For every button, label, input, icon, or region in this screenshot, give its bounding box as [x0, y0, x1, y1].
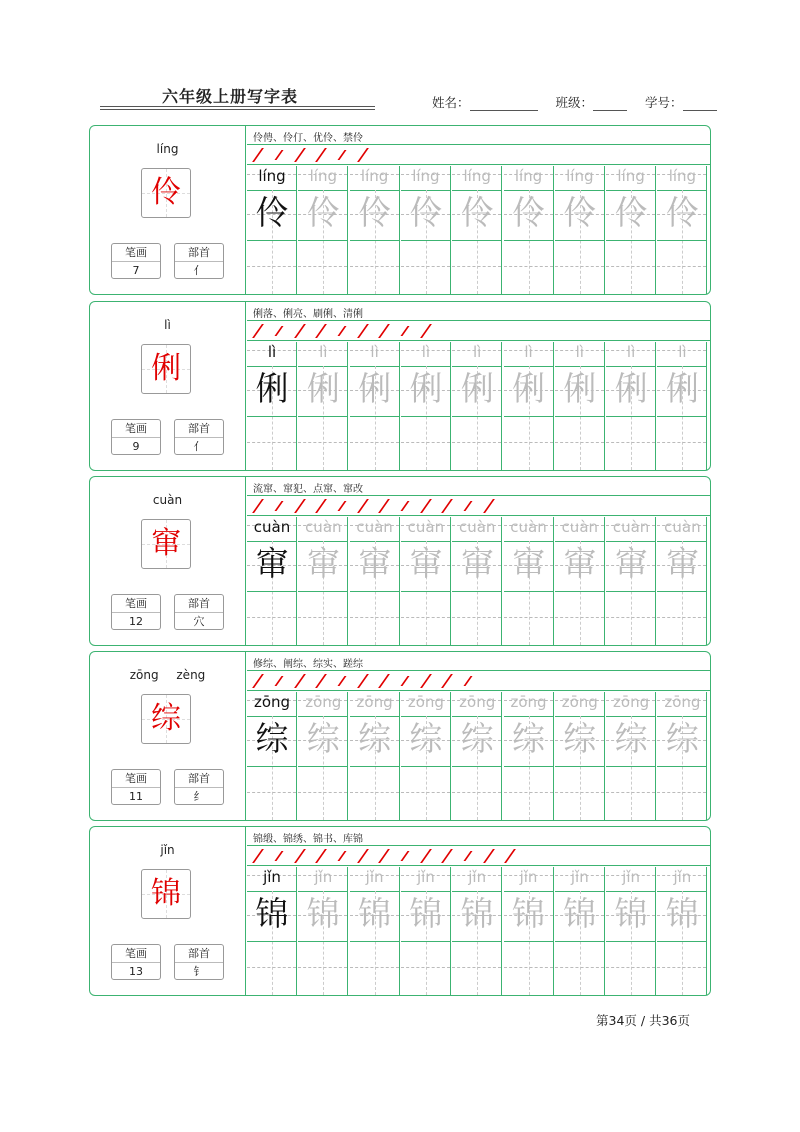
example-words: 修综、阐综、综实、蹉综: [253, 659, 363, 670]
cell-pinyin: cuàn: [407, 518, 445, 536]
character-pinyin: jǐn: [160, 843, 175, 857]
stroke-order: [253, 673, 484, 688]
cell-pinyin: zōng: [613, 693, 650, 711]
character-display-box: [141, 519, 191, 569]
title-underline: [100, 106, 375, 107]
radical-label: 部首: [175, 595, 223, 613]
cell-character: 综: [563, 719, 597, 758]
cell-pinyin: jǐn: [622, 868, 641, 886]
stroke-count-label: 笔画: [112, 770, 160, 788]
character-pinyin: cuàn: [152, 493, 183, 507]
cell-pinyin: zōng: [356, 693, 393, 711]
practice-panel: [247, 827, 710, 995]
stroke-step-mark: [400, 851, 424, 861]
character-info-panel: [90, 652, 246, 820]
character-glyph: 综: [151, 701, 181, 736]
example-words: 锦缎、锦绣、锦书、库锦: [253, 834, 363, 845]
practice-cell[interactable]: [555, 166, 605, 294]
radical-label: 部首: [175, 945, 223, 963]
cell-pinyin: zōng: [561, 693, 598, 711]
character-pinyin: zōng zèng: [129, 668, 206, 682]
stroke-step-mark: [337, 676, 361, 686]
stroke-count-value: 7: [132, 264, 140, 277]
cell-character: 锦: [614, 894, 648, 933]
practice-cell[interactable]: [247, 692, 297, 820]
practice-cell[interactable]: [401, 166, 451, 294]
practice-panel: [247, 302, 710, 470]
practice-cell[interactable]: [452, 692, 502, 820]
cell-character: 综: [614, 719, 648, 758]
cell-character: 俐: [358, 369, 392, 408]
character-info-panel: [90, 827, 246, 995]
cell-pinyin: cuàn: [612, 518, 650, 536]
stroke-step-mark: [463, 851, 487, 861]
cell-character: 俐: [409, 369, 443, 408]
stroke-step-mark: [463, 501, 487, 511]
example-words: 俐落、俐亮、刷俐、清俐: [253, 309, 363, 320]
practice-cell[interactable]: [452, 342, 502, 470]
practice-cell[interactable]: [657, 867, 707, 995]
character-card: [89, 651, 711, 821]
practice-grid: [247, 517, 710, 645]
student-info: [432, 93, 731, 111]
cell-character: 锦: [306, 894, 340, 933]
practice-cell[interactable]: [555, 692, 605, 820]
radical-box: [174, 419, 224, 455]
practice-cell[interactable]: [247, 867, 297, 995]
stroke-step-mark: [337, 326, 361, 336]
cell-character: 伶: [563, 193, 597, 232]
practice-cell[interactable]: [504, 166, 554, 294]
cell-pinyin: cuàn: [510, 518, 547, 536]
character-display-box: [141, 694, 191, 744]
cell-character: 锦: [409, 894, 443, 933]
cell-character: 伶: [614, 193, 648, 232]
character-info-panel: [90, 477, 246, 645]
class-label: 班级：: [555, 95, 594, 110]
cell-character: 伶: [512, 193, 545, 232]
character-display-box: [141, 344, 191, 394]
stroke-count-label: 笔画: [112, 945, 160, 963]
practice-cell[interactable]: [452, 517, 502, 645]
cell-pinyin: líng: [668, 167, 697, 185]
practice-cell[interactable]: [504, 342, 554, 470]
cell-pinyin: zōng: [253, 693, 291, 711]
practice-cell[interactable]: [350, 692, 400, 820]
title-underline: [100, 109, 375, 110]
practice-cell[interactable]: [298, 517, 348, 645]
cell-pinyin: líng: [360, 167, 389, 185]
stroke-step-mark: [400, 676, 424, 686]
practice-cell[interactable]: [247, 166, 297, 294]
radical-label: 部首: [175, 244, 223, 262]
cell-character: 俐: [255, 369, 289, 408]
cell-pinyin: líng: [412, 167, 440, 185]
practice-cell[interactable]: [298, 342, 348, 470]
cell-character: 俐: [563, 369, 597, 408]
cell-character: 锦: [665, 894, 699, 933]
radical-value: 亻: [193, 264, 205, 277]
cell-character: 窜: [460, 544, 494, 583]
name-field[interactable]: [470, 96, 538, 111]
cell-character: 综: [512, 719, 545, 758]
cell-character: 综: [358, 719, 392, 758]
stroke-count-value: 11: [129, 790, 143, 803]
cell-character: 窜: [306, 544, 340, 583]
cell-character: 综: [460, 719, 494, 758]
practice-cell[interactable]: [657, 342, 707, 470]
cell-pinyin: cuàn: [305, 518, 342, 536]
radical-box: [174, 769, 224, 805]
cell-pinyin: lì: [370, 343, 379, 361]
cell-character: 俐: [460, 369, 494, 408]
cell-pinyin: líng: [258, 167, 286, 185]
cell-pinyin: zōng: [664, 693, 701, 711]
practice-cell[interactable]: [401, 867, 451, 995]
stroke-count-box: [111, 243, 161, 279]
page-title: 六年级上册写字表: [162, 87, 299, 106]
practice-grid: [247, 166, 710, 294]
cell-pinyin: lì: [626, 343, 636, 361]
cell-pinyin: líng: [566, 167, 594, 185]
practice-cell[interactable]: [401, 342, 451, 470]
example-words: 伶俜、伶仃、优伶、禁伶: [253, 133, 363, 144]
character-info-panel: [90, 302, 246, 470]
cell-character: 窜: [358, 544, 392, 583]
stroke-count-label: 笔画: [112, 595, 160, 613]
cell-pinyin: jǐn: [314, 868, 333, 886]
cell-pinyin: cuàn: [561, 518, 599, 536]
stroke-count-box: [111, 594, 161, 630]
character-glyph: 窜: [151, 526, 181, 561]
stroke-order: [253, 147, 379, 162]
stroke-step-mark: [274, 676, 298, 686]
character-pinyin: lì: [164, 318, 171, 332]
practice-cell[interactable]: [606, 867, 656, 995]
cell-character: 窜: [409, 544, 443, 583]
practice-cell[interactable]: [504, 517, 554, 645]
cell-pinyin: lì: [524, 343, 533, 361]
character-glyph: 俐: [151, 351, 181, 386]
stroke-count-label: 笔画: [112, 244, 160, 262]
character-pinyin: líng: [156, 142, 179, 156]
cell-pinyin: jǐn: [365, 868, 384, 886]
practice-grid: [247, 692, 710, 820]
cell-character: 伶: [358, 193, 392, 232]
page-footer: 第34页 / 共36页: [596, 1013, 690, 1028]
student-number-field[interactable]: [683, 96, 717, 111]
cell-pinyin: líng: [514, 167, 543, 185]
character-display-box: [141, 869, 191, 919]
character-glyph: 伶: [151, 175, 181, 210]
cell-pinyin: lì: [575, 343, 584, 361]
cell-pinyin: jǐn: [416, 868, 435, 886]
practice-cell[interactable]: [657, 692, 707, 820]
practice-cell[interactable]: [657, 517, 707, 645]
cell-character: 俐: [665, 369, 699, 408]
cell-pinyin: líng: [617, 167, 645, 185]
cell-character: 锦: [358, 894, 392, 933]
cell-pinyin: jǐn: [570, 868, 589, 886]
practice-panel: [247, 126, 710, 294]
cell-character: 窜: [614, 544, 648, 583]
practice-cell[interactable]: [555, 517, 605, 645]
practice-cell[interactable]: [452, 867, 502, 995]
cell-character: 窜: [665, 544, 699, 583]
character-card: [89, 125, 711, 295]
practice-cell[interactable]: [401, 517, 451, 645]
cell-character: 综: [665, 719, 699, 758]
practice-cell[interactable]: [452, 166, 502, 294]
stroke-step-mark: [274, 501, 298, 511]
cell-character: 综: [409, 719, 443, 758]
practice-cell[interactable]: [298, 867, 348, 995]
example-words: 流窜、窜犯、点窜、窜改: [253, 484, 363, 495]
practice-grid: [247, 342, 710, 470]
radical-label: 部首: [175, 770, 223, 788]
practice-cell[interactable]: [504, 692, 554, 820]
practice-cell[interactable]: [606, 166, 656, 294]
practice-cell[interactable]: [606, 517, 656, 645]
radical-value: 钅: [193, 965, 205, 978]
cell-pinyin: cuàn: [458, 518, 496, 536]
cell-character: 窜: [563, 544, 597, 583]
practice-cell[interactable]: [247, 517, 297, 645]
practice-cell[interactable]: [606, 692, 656, 820]
stroke-count-value: 9: [132, 440, 140, 453]
cell-pinyin: líng: [309, 167, 337, 185]
cell-character: 综: [306, 719, 340, 758]
cell-pinyin: jǐn: [468, 868, 487, 886]
cell-character: 窜: [512, 544, 545, 583]
practice-cell[interactable]: [247, 342, 297, 470]
practice-grid: [247, 867, 710, 995]
class-field[interactable]: [593, 96, 627, 111]
practice-cell[interactable]: [298, 166, 348, 294]
practice-cell[interactable]: [350, 342, 400, 470]
stroke-count-box: [111, 769, 161, 805]
stroke-step-mark: [337, 150, 361, 160]
practice-cell[interactable]: [298, 692, 348, 820]
cell-pinyin: lì: [678, 343, 687, 361]
cell-character: 伶: [665, 193, 699, 232]
stroke-order: [253, 323, 442, 338]
stroke-order: [253, 848, 526, 863]
stroke-count-label: 笔画: [112, 420, 160, 438]
practice-cell[interactable]: [606, 342, 656, 470]
character-card: [89, 476, 711, 646]
cell-character: 伶: [409, 193, 443, 232]
character-info-panel: [90, 126, 246, 294]
stroke-step-mark: [274, 851, 298, 861]
cell-character: 锦: [563, 894, 597, 933]
radical-box: [174, 944, 224, 980]
character-card: [89, 301, 711, 471]
stroke-count-value: 12: [129, 615, 143, 628]
cell-pinyin: zōng: [407, 693, 444, 711]
practice-cell[interactable]: [657, 166, 707, 294]
practice-panel: [247, 652, 710, 820]
practice-cell[interactable]: [350, 166, 400, 294]
radical-box: [174, 594, 224, 630]
stroke-step-mark: [400, 326, 424, 336]
cell-character: 伶: [255, 193, 289, 232]
practice-cell[interactable]: [555, 342, 605, 470]
practice-cell[interactable]: [350, 867, 400, 995]
radical-value: 穴: [193, 615, 205, 628]
cell-pinyin: lì: [319, 343, 328, 361]
stroke-step-mark: [337, 501, 361, 511]
stroke-step-mark: [274, 326, 298, 336]
practice-cell[interactable]: [504, 867, 554, 995]
cell-pinyin: líng: [463, 167, 491, 185]
cell-pinyin: cuàn: [253, 518, 291, 536]
stroke-count-value: 13: [129, 965, 143, 978]
cell-pinyin: zōng: [459, 693, 496, 711]
stroke-step-mark: [400, 501, 424, 511]
cell-pinyin: cuàn: [664, 518, 701, 536]
cell-character: 伶: [460, 193, 494, 232]
cell-pinyin: lì: [473, 343, 482, 361]
cell-pinyin: jǐn: [519, 868, 538, 886]
stroke-step-mark: [337, 851, 361, 861]
practice-cell[interactable]: [555, 867, 605, 995]
name-label: 姓名：: [432, 95, 470, 110]
stroke-step-mark: [274, 150, 298, 160]
practice-panel: [247, 477, 710, 645]
practice-cell[interactable]: [350, 517, 400, 645]
cell-pinyin: jǐn: [673, 868, 692, 886]
cell-character: 锦: [512, 894, 545, 933]
character-card: [89, 826, 711, 996]
cell-character: 锦: [460, 894, 494, 933]
cell-character: 锦: [255, 894, 289, 933]
stroke-step-mark: [463, 676, 487, 686]
cell-character: 俐: [614, 369, 648, 408]
cell-character: 窜: [255, 544, 289, 583]
radical-box: [174, 243, 224, 279]
cell-character: 综: [255, 719, 289, 758]
character-display-box: [141, 168, 191, 218]
character-glyph: 锦: [151, 876, 181, 911]
student-number-label: 学号：: [645, 95, 683, 110]
radical-value: 纟: [193, 790, 205, 803]
radical-label: 部首: [175, 420, 223, 438]
stroke-count-box: [111, 419, 161, 455]
stroke-order: [253, 498, 505, 513]
cell-character: 俐: [512, 369, 545, 408]
cell-pinyin: zōng: [305, 693, 342, 711]
cell-pinyin: lì: [421, 343, 431, 361]
cell-pinyin: jǐn: [263, 868, 281, 886]
cell-pinyin: zōng: [510, 693, 547, 711]
practice-cell[interactable]: [401, 692, 451, 820]
cell-pinyin: cuàn: [356, 518, 393, 536]
cell-pinyin: lì: [267, 343, 277, 361]
cell-character: 俐: [306, 369, 340, 408]
stroke-count-box: [111, 944, 161, 980]
radical-value: 亻: [193, 440, 205, 453]
cell-character: 伶: [306, 193, 340, 232]
